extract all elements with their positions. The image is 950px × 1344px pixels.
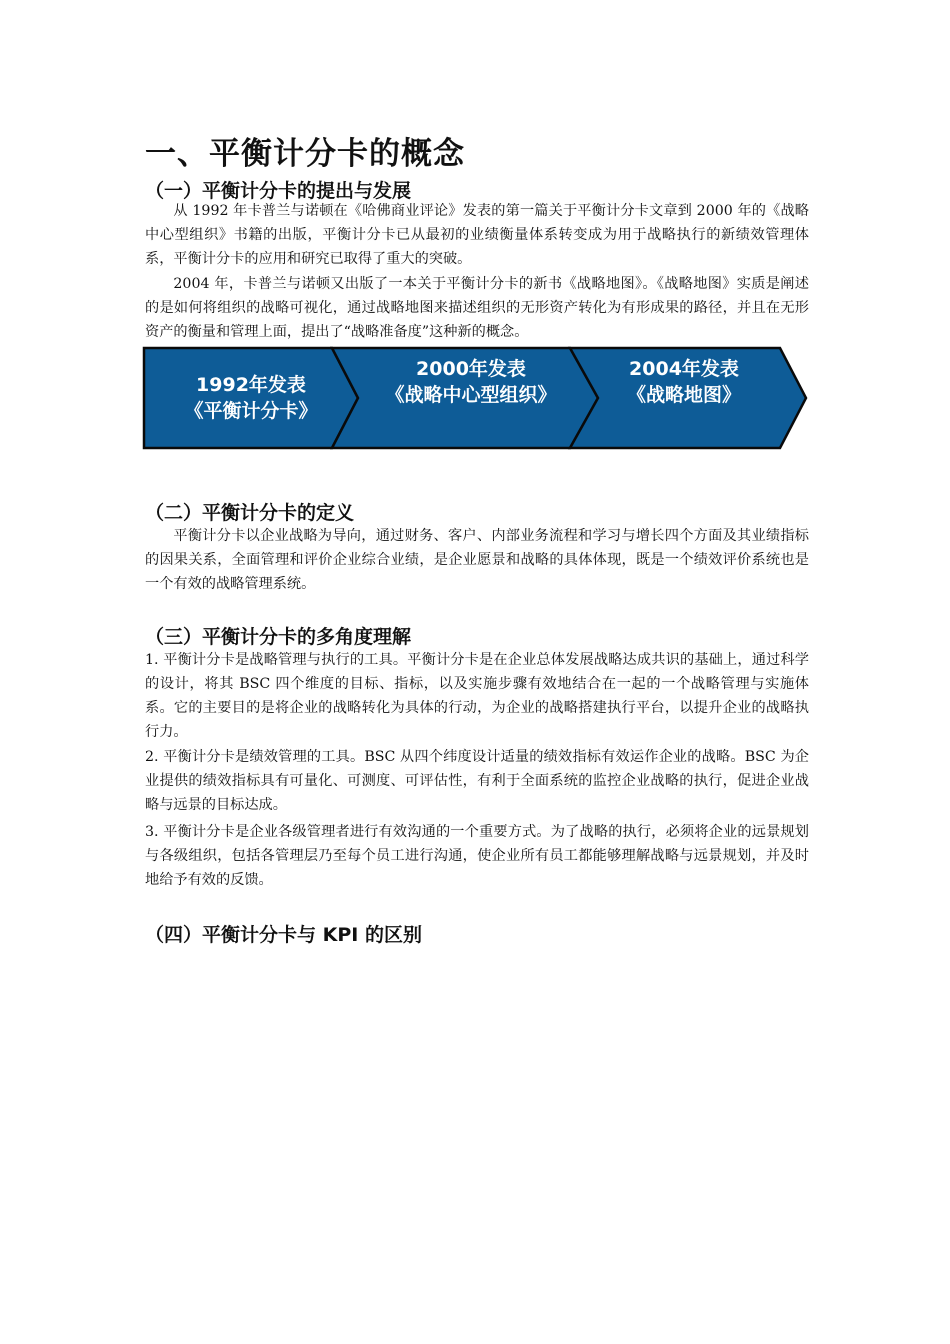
timeline-stage-3-year: 2004年发表	[629, 358, 739, 380]
timeline-stage-3-book: 《战略地图》	[626, 384, 741, 406]
timeline-stage-1	[162, 372, 340, 424]
section-heading-4: （四）平衡计分卡与 KPI 的区别	[145, 924, 422, 946]
paragraph-2-1: 平衡计分卡以企业战略为导向，通过财务、客户、内部业务流程和学习与增长四个方面及其业绩指标的因果关系，全面管理和评价企业综合业绩，是企业愿景和战略的具体体现，既是一个绩效评价系统也是一个有效的战略管理系统。	[145, 528, 809, 592]
timeline-stage-2-book: 《战略中心型组织》	[385, 384, 557, 406]
section-heading-1: （一）平衡计分卡的提出与发展	[145, 180, 412, 202]
timeline-stage-3	[600, 356, 768, 408]
paragraph-1-1: 从 1992 年卡普兰与诺顿在《哈佛商业评论》发表的第一篇关于平衡计分卡文章到 2000 年的《战略中心型组织》书籍的出版，平衡计分卡已从最初的业绩衡量体系转变成为用于战略执行的新绩效管理体系，平衡计分卡的应用和研究已取得了重大的突破。	[145, 203, 809, 267]
timeline-stage-1-year: 1992年发表	[196, 374, 306, 396]
paragraph-3-2: 2. 平衡计分卡是绩效管理的工具。BSC 从四个纬度设计适量的绩效指标有效运作企业的战略。BSC 为企业提供的绩效指标具有可量化、可测度、可评估性，有利于全面系统的监控企业战略的执行，促进企业战略与远景的目标达成。	[145, 749, 809, 813]
section-heading-2: （二）平衡计分卡的定义	[145, 502, 355, 524]
timeline-stage-1-book: 《平衡计分卡》	[184, 400, 318, 422]
section-heading-3: （三）平衡计分卡的多角度理解	[145, 626, 412, 648]
timeline-stage-2	[364, 356, 578, 408]
paragraph-3-1: 1. 平衡计分卡是战略管理与执行的工具。平衡计分卡是在企业总体发展战略达成共识的基础上，通过科学的设计，将其 BSC 四个维度的目标、指标，以及实施步骤有效地结合在一起的一个战略管理与实施体系。它的主要目的是将企业的战略转化为具体的行动，为企业的战略搭建执行平台，以提升企业的战略执行力。	[145, 652, 809, 740]
timeline-stage-2-year: 2000年发表	[416, 358, 526, 380]
timeline-diagram	[142, 346, 810, 450]
paragraph-3-3: 3. 平衡计分卡是企业各级管理者进行有效沟通的一个重要方式。为了战略的执行，必须将企业的远景规划与各级组织，包括各管理层乃至每个员工进行沟通，使企业所有员工都能够理解战略与远景规划，并及时地给予有效的反馈。	[145, 824, 809, 888]
paragraph-1-2: 2004 年，卡普兰与诺顿又出版了一本关于平衡计分卡的新书《战略地图》。《战略地图》实质是阐述的是如何将组织的战略可视化，通过战略地图来描述组织的无形资产转化为有形成果的路径，并且在无形资产的衡量和管理上面，提出了“战略准备度”这种新的概念。	[145, 276, 809, 340]
page-title: 一、平衡计分卡的概念	[145, 136, 465, 172]
